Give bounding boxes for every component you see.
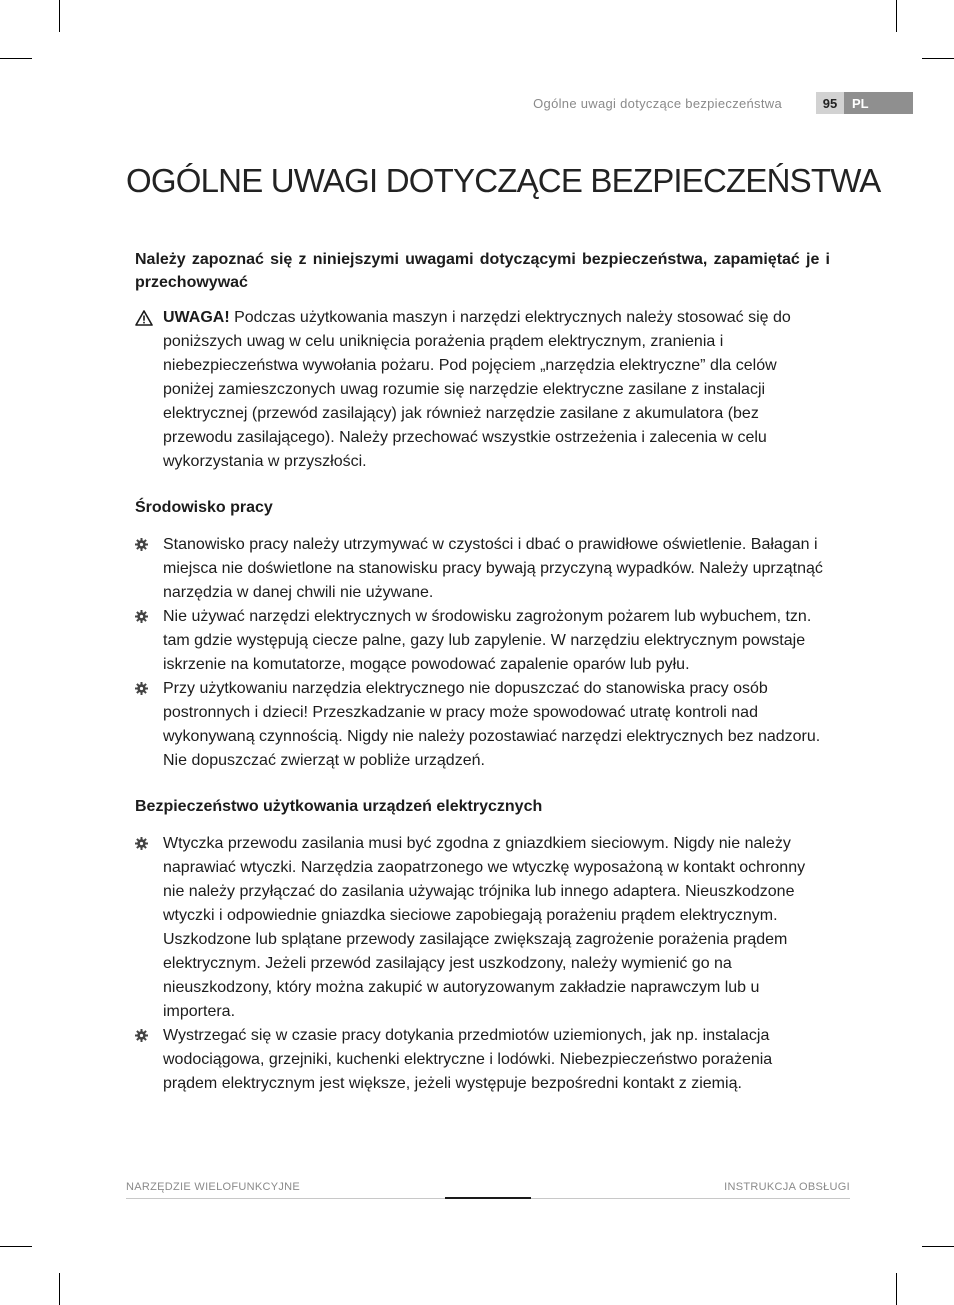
warning-text: Podczas użytkowania maszyn i narzędzi elektrycznych należy stosować się do poniższych uwag w celu uniknięcia porażenia prądem elektrycznym, zranienia i niebezpieczeństwa wywołania pożaru. Pod pojęciem „narzędzia elektryczne” dla celów poniżej zamieszczonych uwag rozumie się narzędzie elektryczne zasilane z instalacji elektrycznej (przewód zasilający) jak również narzędzie zasilane z akumulatora (bez przewodu zasilającego). Należy przechować wszystkie ostrzeżenia i zalecenia w celu wykorzystania w przyszłości.	[163, 309, 791, 470]
crop-mark	[922, 1246, 954, 1247]
list-item-text: Przy użytkowaniu narzędzia elektrycznego nie dopuszczać do stanowiska pracy osób postronnych i dzieci! Przeszkadzanie w pracy może spowodować utratę kontroli nad wykonywaną czynnością. Nigdy nie należy pozostawiać narzędzi elektrycznych bez nadzoru. Nie dopuszczać zwierząt w pobliże urządzeń.	[163, 680, 821, 769]
list-item	[135, 1024, 830, 1096]
footer-document-name: INSTRUKCJA OBSŁUGI	[724, 1181, 850, 1193]
list-item-text: Stanowisko pracy należy utrzymywać w czystości i dbać o prawidłowe oświetlenie. Bałagan i miejsca nie doświetlone na stanowisku pracy bywają przyczyną wypadków. Należy uprzątnąć narzędzia w danej chwili nie używane.	[163, 536, 823, 601]
gear-bullet-icon	[135, 682, 148, 695]
list-item	[135, 832, 830, 1024]
language-tab: PL	[844, 92, 913, 114]
crop-mark	[922, 58, 954, 59]
bullet-list	[135, 533, 830, 773]
main-content	[135, 248, 830, 1118]
running-header-title: Ogólne uwagi dotyczące bezpieczeństwa	[533, 96, 782, 111]
page-number: 95	[816, 92, 844, 114]
warning-paragraph	[135, 306, 830, 474]
list-item-text: Nie używać narzędzi elektrycznych w środowisku zagrożonym pożarem lub wybuchem, tzn. tam gdzie występują ciecze palne, gazy lub zapylenie. W narzędziu elektrycznym powstaje iskrzenie na komutatorze, mogące powodować zapalenie oparów lub pyłu.	[163, 608, 812, 673]
list-item	[135, 677, 830, 773]
gear-bullet-icon	[135, 538, 148, 551]
gear-bullet-icon	[135, 1029, 148, 1042]
crop-mark	[0, 58, 32, 59]
list-item-text: Wystrzegać się w czasie pracy dotykania przedmiotów uziemionych, jak np. instalacja wodociągowa, grzejniki, kuchenki elektryczne i lodówki. Niebezpieczeństwo porażenia prądem elektrycznym jest większe, jeżeli występuje bezpośredni kontakt z ziemią.	[163, 1027, 773, 1092]
footer-divider-accent	[445, 1197, 531, 1199]
crop-mark	[59, 0, 60, 32]
bullet-list	[135, 832, 830, 1096]
gear-bullet-icon	[135, 610, 148, 623]
section-work-environment	[135, 496, 830, 773]
gear-bullet-icon	[135, 837, 148, 850]
crop-mark	[896, 0, 897, 32]
list-item	[135, 605, 830, 677]
crop-mark	[0, 1246, 32, 1247]
crop-mark	[896, 1273, 897, 1305]
intro-paragraph: Należy zapoznać się z niniejszymi uwagami dotyczącymi bezpieczeństwa, zapamiętać je i przechowywać	[135, 251, 830, 291]
footer-product-name: NARZĘDZIE WIELOFUNKCYJNE	[126, 1181, 301, 1193]
section-heading: Środowisko pracy	[135, 499, 273, 516]
section-electrical-safety	[135, 795, 830, 1096]
crop-mark	[59, 1273, 60, 1305]
list-item-text: Wtyczka przewodu zasilania musi być zgodna z gniazdkiem sieciowym. Nigdy nie należy naprawiać wtyczki. Narzędzia zaopatrzonego we wtyczkę wyposażoną w kontakt ochronny nie należy przyłączać do zasilania używając trójnika lub innego adaptera. Nieuszkodzone wtyczki i odpowiednie gniazdka sieciowe zapobiegają porażeniu prądem elektrycznym. Uszkodzone lub splątane przewody zasilające zwiększają zagrożenie porażenia prądem elektrycznym. Jeżeli przewód zasilający jest uszkodzony, należy wymienić go na nieuszkodzony, który można zakupić w autoryzowanym zakładzie naprawczym lub u importera.	[163, 835, 806, 1020]
page-title: OGÓLNE UWAGI DOTYCZĄCE BEZPIECZEŃSTWA	[126, 162, 881, 199]
warning-triangle-icon	[135, 310, 153, 326]
section-heading: Bezpieczeństwo użytkowania urządzeń elektrycznych	[135, 798, 543, 815]
warning-label: UWAGA!	[163, 309, 230, 326]
list-item	[135, 533, 830, 605]
